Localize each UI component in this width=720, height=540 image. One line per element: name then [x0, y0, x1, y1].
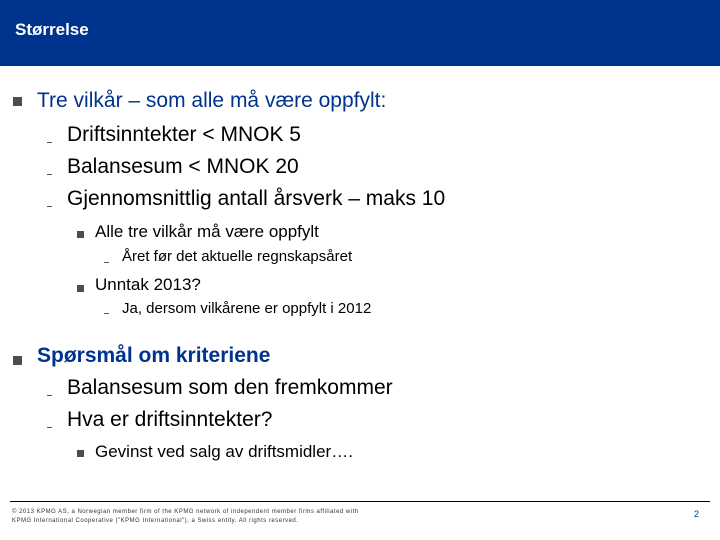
- bullet-square-icon: [77, 285, 84, 292]
- bullet-square-icon: [77, 450, 84, 457]
- section1-item-3: Gjennomsnittlig antall årsverk – maks 10: [67, 187, 446, 210]
- dash-icon: [47, 395, 52, 396]
- bullet-square-icon: [77, 231, 84, 238]
- dash-icon: [104, 313, 109, 314]
- dash-icon: [47, 427, 52, 428]
- footer-divider: [10, 501, 710, 502]
- bullet-square-icon: [13, 97, 22, 106]
- section1-heading: Tre vilkår – som alle må være oppfylt:: [37, 89, 387, 112]
- section1-sub2: Unntak 2013?: [95, 275, 201, 294]
- dash-icon: [104, 262, 109, 263]
- section1-item-2: Balansesum < MNOK 20: [67, 155, 299, 178]
- dash-icon: [47, 174, 52, 175]
- section2-item-1: Balansesum som den fremkommer: [67, 376, 393, 399]
- section1-sub2-detail: Ja, dersom vilkårene er oppfylt i 2012: [122, 300, 372, 317]
- dash-icon: [47, 206, 52, 207]
- section2-item-2: Hva er driftsinntekter?: [67, 408, 273, 431]
- page-number: 2: [694, 509, 700, 519]
- section1-sub1: Alle tre vilkår må være oppfylt: [95, 222, 319, 241]
- header-bar: [0, 0, 720, 66]
- section2-sub1: Gevinst ved salg av driftsmidler….: [95, 442, 353, 461]
- footer-copyright-line1: © 2013 KPMG AS, a Norwegian member firm of the KPMG network of independent member firms affiliated with: [12, 509, 359, 515]
- section1-sub1-detail: Året før det aktuelle regnskapsåret: [122, 248, 353, 265]
- section2-heading: Spørsmål om kriteriene: [37, 344, 271, 367]
- section1-item-1: Driftsinntekter < MNOK 5: [67, 123, 301, 146]
- slide-title: Størrelse: [15, 20, 89, 39]
- bullet-square-icon: [13, 356, 22, 365]
- dash-icon: [47, 142, 52, 143]
- footer-copyright-line2: KPMG International Cooperative ("KPMG International"), a Swiss entity. All rights reserved.: [12, 518, 299, 524]
